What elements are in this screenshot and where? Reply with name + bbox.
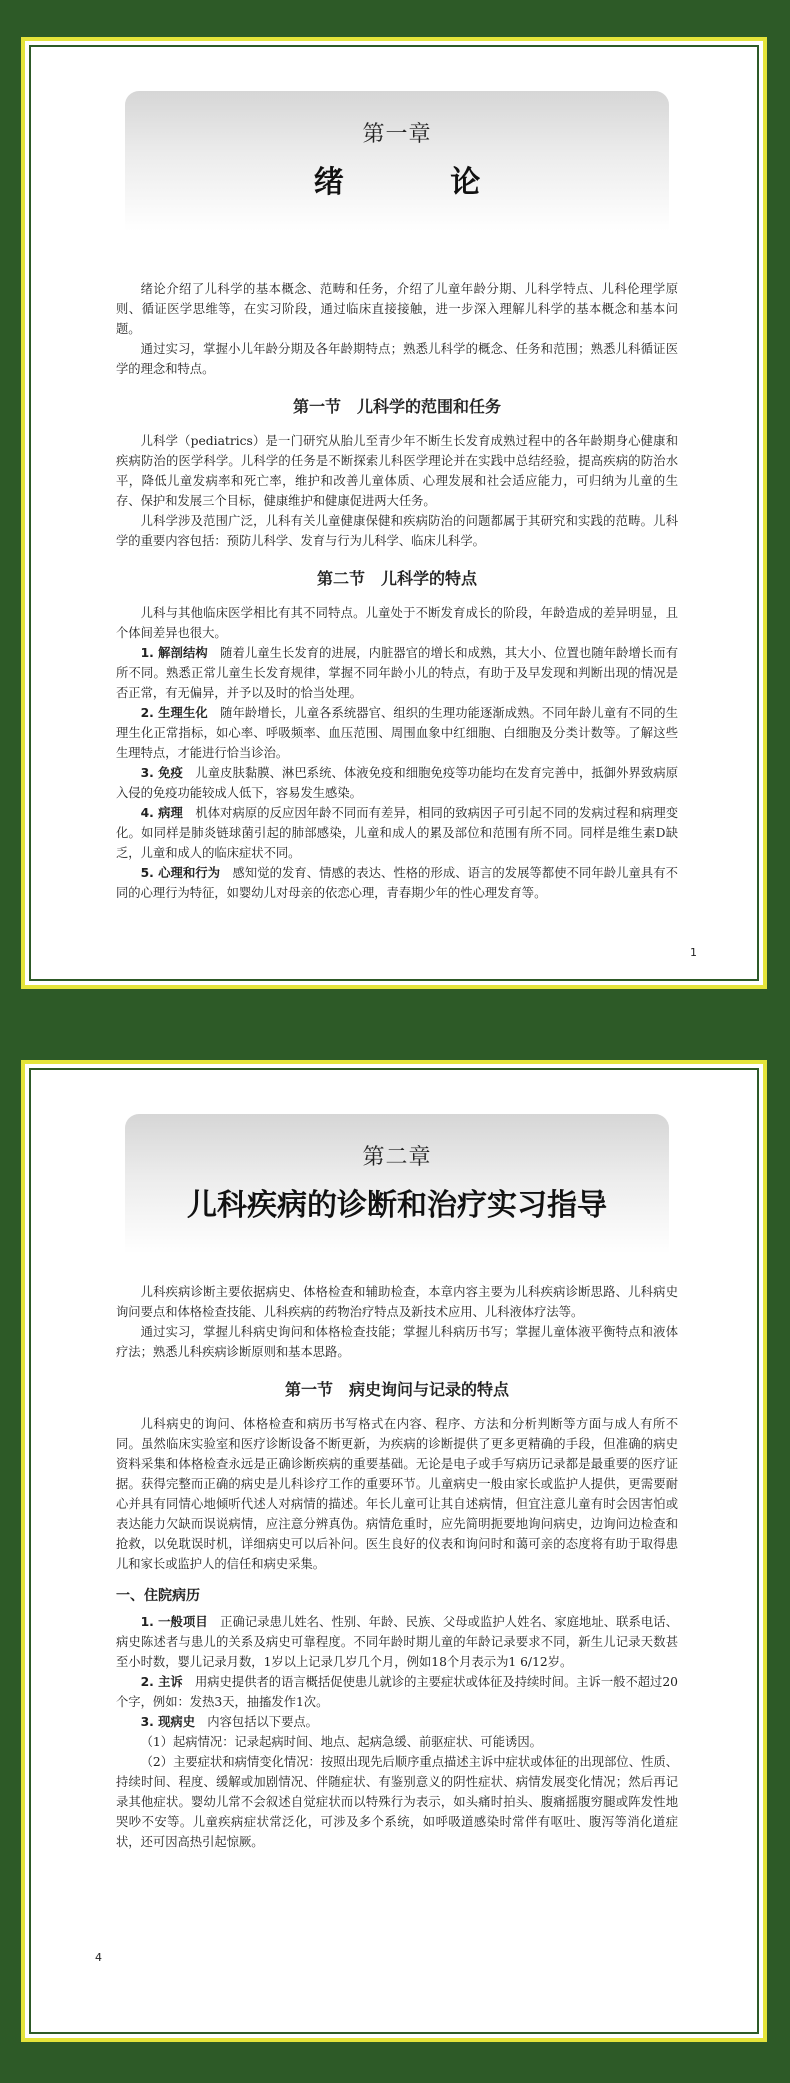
item-text: 正确记录患儿姓名、性别、年龄、民族、父母或监护人姓名、家庭地址、联系电话、病史陈述者与患儿的关系及病史可靠程度。不同年龄时期儿童的年龄记录要求不同，新生儿记录天数甚至小时数，婴儿记录月数，1岁以上记录几岁几个月，例如18个月表示为1 6/12岁。: [116, 1615, 678, 1669]
page-2-content: [116, 1282, 678, 1852]
item-text: 内容包括以下要点。: [195, 1715, 318, 1729]
intro-paragraph: 通过实习，掌握小儿年龄分期及各年龄期特点；熟悉儿科学的概念、任务和范围；熟悉儿科循证医学的理念和特点。: [116, 342, 678, 376]
section-title: 第一节 病史询问与记录的特点: [284, 1380, 509, 1399]
item-text: 儿童皮肤黏膜、淋巴系统、体液免疫和细胞免疫等功能均在发育完善中，抵御外界致病原入侵的免疫功能较成人低下，容易发生感染。: [116, 766, 678, 800]
item-text: 随年龄增长，儿童各系统器官、组织的生理功能逐渐成熟。不同年龄儿童有不同的生理生化正常指标，如心率、呼吸频率、血压范围、周围血象中红细胞、白细胞及分类计数等。了解这些生理特点，才能进行恰当诊治。: [116, 706, 678, 760]
chapter-title: 儿科疾病的诊断和治疗实习指导: [187, 1188, 607, 1223]
chapter-banner: [125, 91, 669, 231]
item-text: 感知觉的发育、情感的表达、性格的形成、语言的发展等都使不同年龄儿童具有不同的心理行为特征，如婴幼儿对母亲的依恋心理，青春期少年的性心理发育等。: [116, 866, 678, 900]
list-item: [116, 643, 678, 703]
list-item: [116, 863, 678, 903]
item-title: 5. 心理和行为: [140, 866, 221, 880]
item-text: 用病史提供者的语言概括促使患儿就诊的主要症状或体征及持续时间。主诉一般不超过20个字，例如：发热3天，抽搐发作1次。: [116, 1675, 678, 1709]
section-title: 第二节 儿科学的特点: [316, 569, 477, 588]
list-item: [116, 803, 678, 863]
list-item: [116, 703, 678, 763]
intro-paragraph: 儿科疾病诊断主要依据病史、体格检查和辅助检查，本章内容主要为儿科疾病诊断思路、儿科病史询问要点和体格检查技能、儿科疾病的药物治疗特点及新技术应用、儿科液体疗法等。: [116, 1285, 678, 1319]
item-text: 机体对病原的反应因年龄不同而有差异，相同的致病因子可引起不同的发病过程和病理变化。如同样是肺炎链球菌引起的肺部感染，儿童和成人的累及部位和范围有所不同。同样是维生素D缺乏，儿童和成人的临床症状不同。: [116, 806, 678, 860]
list-item: [116, 1712, 678, 1732]
intro-paragraph: 绪论介绍了儿科学的基本概念、范畴和任务，介绍了儿童年龄分期、儿科学特点、儿科伦理学原则、循证医学思维等，在实习阶段，通过临床直接接触，进一步深入理解儿科学的基本概念和基本问题。: [116, 282, 678, 336]
chapter-title: 绪 论: [313, 165, 529, 200]
item-title: 1. 解剖结构: [140, 646, 208, 660]
section-title: 第一节 儿科学的范围和任务: [292, 397, 501, 416]
body-paragraph: 儿科学涉及范围广泛，儿科有关儿童健康保健和疾病防治的问题都属于其研究和实践的范畴。儿科学的重要内容包括：预防儿科学、发育与行为儿科学、临床儿科学。: [116, 514, 678, 548]
list-point: （1）起病情况：记录起病时间、地点、起病急缓、前驱症状、可能诱因。: [140, 1735, 542, 1749]
list-item: [116, 763, 678, 803]
item-title: 1. 一般项目: [140, 1615, 208, 1629]
page-2: [21, 1060, 767, 2042]
intro-paragraph: 通过实习，掌握儿科病史询问和体格检查技能；掌握儿科病历书写；掌握儿童体液平衡特点和液体疗法；熟悉儿科疾病诊断原则和基本思路。: [116, 1325, 678, 1359]
subsection-title: 一、住院病历: [116, 1588, 200, 1604]
item-title: 3. 免疫: [140, 766, 183, 780]
page-1: [21, 37, 767, 989]
chapter-label: 第二章: [362, 1145, 432, 1170]
item-title: 4. 病理: [140, 806, 183, 820]
body-paragraph: 儿科与其他临床医学相比有其不同特点。儿童处于不断发育成长的阶段，年龄造成的差异明显，且个体间差异也很大。: [116, 606, 678, 640]
chapter-banner: [125, 1114, 669, 1254]
list-point: （2）主要症状和病情变化情况：按照出现先后顺序重点描述主诉中症状或体征的出现部位、性质、持续时间、程度、缓解或加剧情况、伴随症状、有鉴别意义的阴性症状、病情发展变化情况；然后再记录其他症状。婴幼儿常不会叙述自觉症状而以特殊行为表示，如头痛时拍头、腹痛摇腹穷腿或阵发性地哭吵不安等。儿童疾病症状常泛化，可涉及多个系统，如呼吸道感染时常伴有呕吐、腹泻等消化道症状，还可因高热引起惊厥。: [116, 1755, 678, 1849]
list-item: [116, 1672, 678, 1712]
page-number: 1: [690, 946, 697, 959]
item-title: 2. 主诉: [140, 1675, 183, 1689]
list-item: [116, 1612, 678, 1672]
page-number: 4: [95, 1951, 102, 1964]
item-title: 2. 生理生化: [140, 706, 208, 720]
body-paragraph: 儿科病史的询问、体格检查和病历书写格式在内容、程序、方法和分析判断等方面与成人有所不同。虽然临床实验室和医疗诊断设备不断更新，为疾病的诊断提供了更多更精确的手段，但准确的病史资料采集和体格检查永远是正确诊断疾病的重要基础。无论是电子或手写病历记录都是最重要的医疗证据。获得完整而正确的病史是儿科诊疗工作的重要环节。儿童病史一般由家长或监护人提供，更需要耐心并具有同情心地倾听代述人对病情的描述。年长儿童可让其自述病情，但宜注意儿童有时会因害怕或表达能力欠缺而误说病情，应注意分辨真伪。病情危重时，应先简明扼要地询问病史，边询问边检查和抢救，以免耽误时机，详细病史可以后补问。医生良好的仪表和询问时和蔼可亲的态度将有助于取得患儿和家长或监护人的信任和病史采集。: [116, 1417, 678, 1571]
body-paragraph: 儿科学（pediatrics）是一门研究从胎儿至青少年不断生长发育成熟过程中的各年龄期身心健康和疾病防治的医学科学。儿科学的任务是不断探索儿科医学理论并在实践中总结经验，提高疾病的防治水平，降低儿童发病率和死亡率，维护和改善儿童体质、心理发展和社会适应能力，可归纳为儿童的生存、保护和发展三个目标，健康维护和健康促进两大任务。: [116, 434, 678, 508]
chapter-label: 第一章: [362, 122, 432, 147]
item-text: 随着儿童生长发育的进展，内脏器官的增长和成熟，其大小、位置也随年龄增长而有所不同。熟悉正常儿童生长发育规律，掌握不同年龄小儿的特点，有助于及早发现和判断出现的情况是否正常，有无偏异，并予以及时的恰当处理。: [116, 646, 678, 700]
item-title: 3. 现病史: [140, 1715, 195, 1729]
page-1-content: [116, 279, 678, 903]
